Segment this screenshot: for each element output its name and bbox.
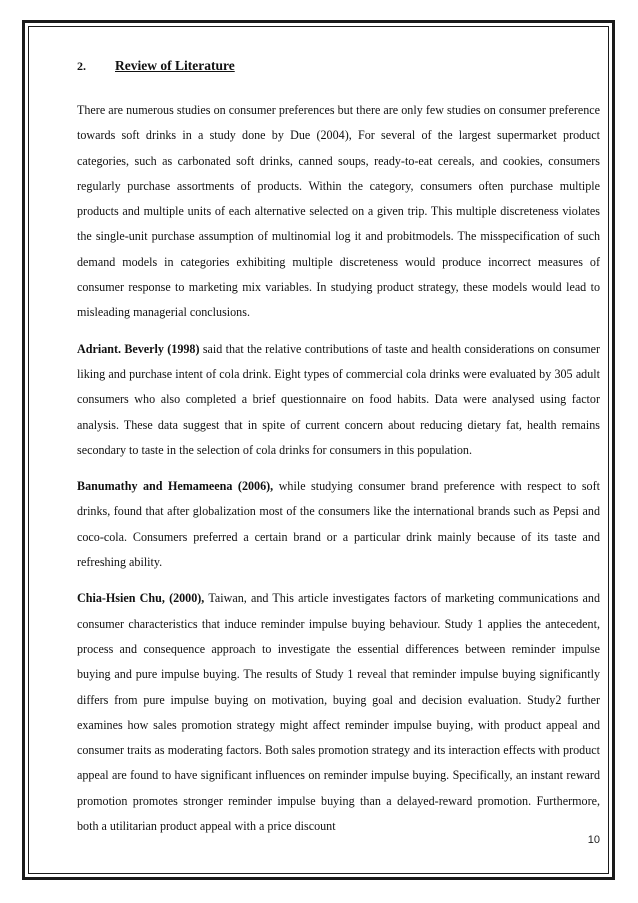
paragraph-intro [77, 98, 600, 326]
paragraph-text: There are numerous studies on consumer preferences but there are only few studies on consumer preference towards soft drinks in a study done by Due (2004), For several of the largest supermarket product categories, such as carbonated soft drinks, canned soups, ready-to-eat cereals, and cookies, consumers regularly purchase assortments of products. Within the category, consumers often purchase multiple products and multiple units of each alternative selected on a given trip. This multiple discreteness violates the single-unit purchase assumption of multinomial log it and probitmodels. The misspecification of such demand models in categories exhibiting multiple discreteness would produce incorrect measures of consumer response to marketing mix variables. In studying product strategy, these models would lead to misleading managerial conclusions. [77, 103, 600, 320]
section-number: 2. [77, 59, 86, 73]
paragraph-banumathy [77, 474, 600, 575]
citation-author: Adriant. Beverly (1998) [77, 341, 200, 356]
paragraph-chu [77, 586, 600, 839]
paragraph-text: while studying consumer brand preference with respect to soft drinks, found that after globalization most of the consumers like the international brands such as Pepsi and coco-cola. Consumers preferred a certain brand or a particular drink mainly because of its taste and refreshing ability. [77, 479, 600, 570]
paragraph-beverly [77, 337, 600, 463]
section-title: Review of Literature [115, 58, 235, 73]
paragraph-text: said that the relative contributions of taste and health considerations on consumer liking and purchase intent of cola drink. Eight types of commercial cola drinks were evaluated by 305 adult consumers who also completed a brief questionnaire on food habits. Data were analysed using factor analysis. These data suggest that in spite of current concern about reducing dietary fat, health remains secondary to taste in the selection of cola drinks for consumers in this population. [77, 341, 600, 457]
section-heading [77, 58, 600, 84]
paragraph-text: Taiwan, and This article investigates factors of marketing communications and consumer characteristics that induce reminder impulse buying behaviour. Study 1 applies the antecedent, process and consequence approach to investigate the essential differences between reminder impulse buying and pure impulse buying. The results of Study 1 reveal that reminder impulse buying significantly differs from pure impulse buying on motivation, buying goal and decision evaluation. Study2 further examines how sales promotion strategy might affect reminder impulse buying, with product appeal and consumer traits as moderating factors. Both sales promotion strategy and its interaction effects with product appeal are found to have significant influences on reminder impulse buying. Specifically, an instant reward promotion promotes stronger reminder impulse buying than a delayed-reward promotion. Furthermore, both a utilitarian product appeal with a price discount [77, 591, 601, 834]
citation-author: Banumathy and Hemameena (2006), [77, 479, 274, 494]
page-number: 10 [587, 834, 600, 846]
page-content [77, 58, 600, 839]
citation-author: Chia-Hsien Chu, (2000), [77, 591, 205, 606]
